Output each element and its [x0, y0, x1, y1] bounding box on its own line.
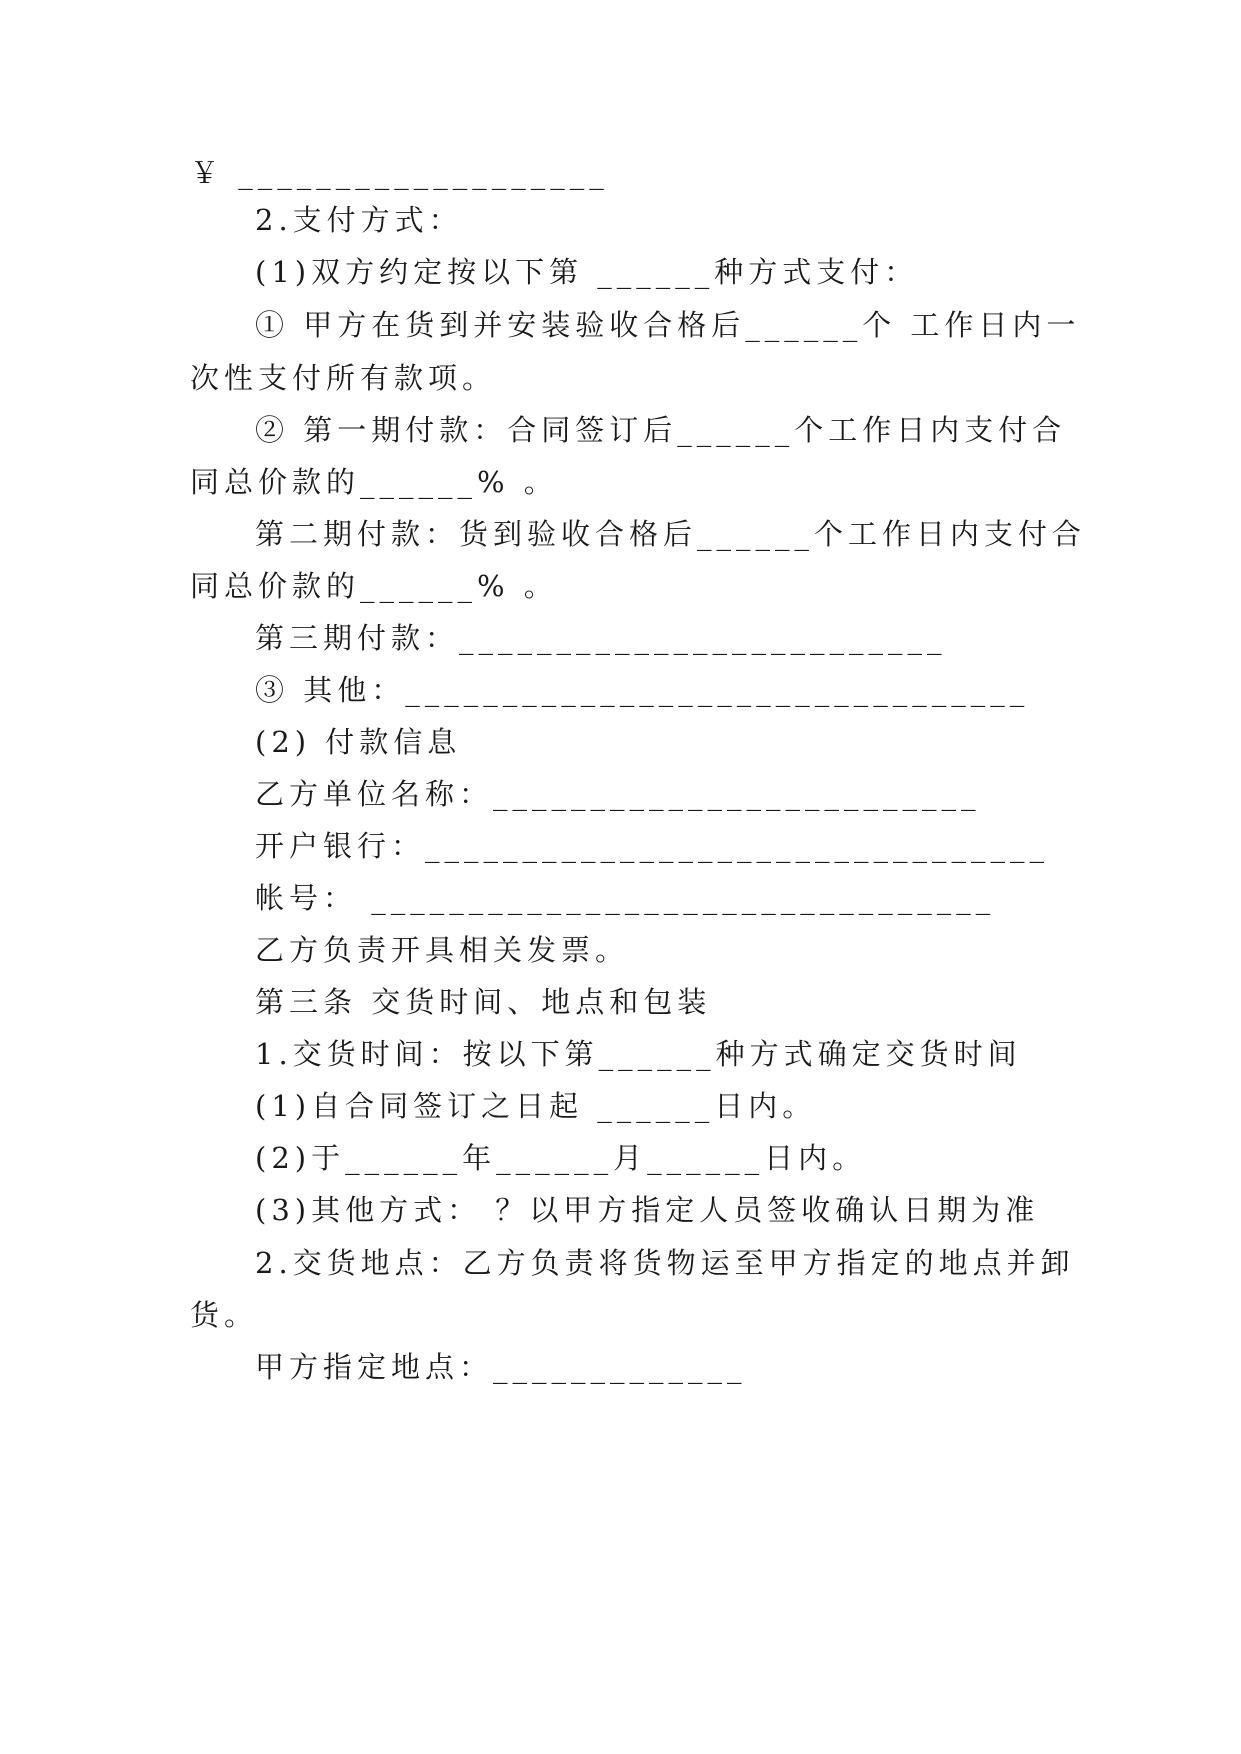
- delivery-location-cont: 货。: [190, 1298, 259, 1332]
- amount-line: ￥ ___________________: [190, 156, 609, 190]
- delivery-time-option-3: (3)其他方式： ？以甲方指定人员签收确认日期为准: [255, 1193, 1040, 1227]
- party-b-name: 乙方单位名称：_________________________: [255, 777, 981, 811]
- payment-option-1: ① 甲方在货到并安装验收合格后______个 工作日内一: [255, 308, 1081, 342]
- account-number: 帐号： ________________________________: [255, 881, 996, 915]
- payment-option-3: ③ 其他：________________________________: [255, 673, 1030, 707]
- delivery-time-option-2: (2)于______年______月______日内。: [255, 1141, 867, 1175]
- delivery-time: 1.交货时间：按以下第______种方式确定交货时间: [255, 1037, 1022, 1071]
- second-installment: 第二期付款：货到验收合格后______个工作日内支付合: [255, 517, 1087, 551]
- second-installment-cont: 同总价款的______% 。: [190, 569, 558, 603]
- payment-method-heading: 2.支付方式：: [255, 203, 463, 237]
- invoice-note: 乙方负责开具相关发票。: [255, 933, 630, 967]
- delivery-time-option-1: (1)自合同签订之日起 ______日内。: [255, 1089, 817, 1123]
- payment-option-2-cont: 同总价款的______% 。: [190, 465, 558, 499]
- designated-location: 甲方指定地点：_____________: [255, 1350, 747, 1384]
- payment-option-2: ② 第一期付款：合同签订后______个工作日内支付合: [255, 413, 1067, 447]
- payment-option-1-cont: 次性支付所有款项。: [190, 361, 497, 395]
- payment-info-heading: (2) 付款信息: [255, 725, 462, 759]
- delivery-location: 2.交货地点：乙方负责将货物运至甲方指定的地点并卸: [255, 1246, 1075, 1280]
- third-installment: 第三期付款：_________________________: [255, 621, 947, 655]
- article-three-heading: 第三条 交货时间、地点和包装: [255, 985, 712, 1019]
- bank-name: 开户银行：________________________________: [255, 829, 1050, 863]
- payment-method-choice: (1)双方约定按以下第 ______种方式支付：: [255, 255, 919, 289]
